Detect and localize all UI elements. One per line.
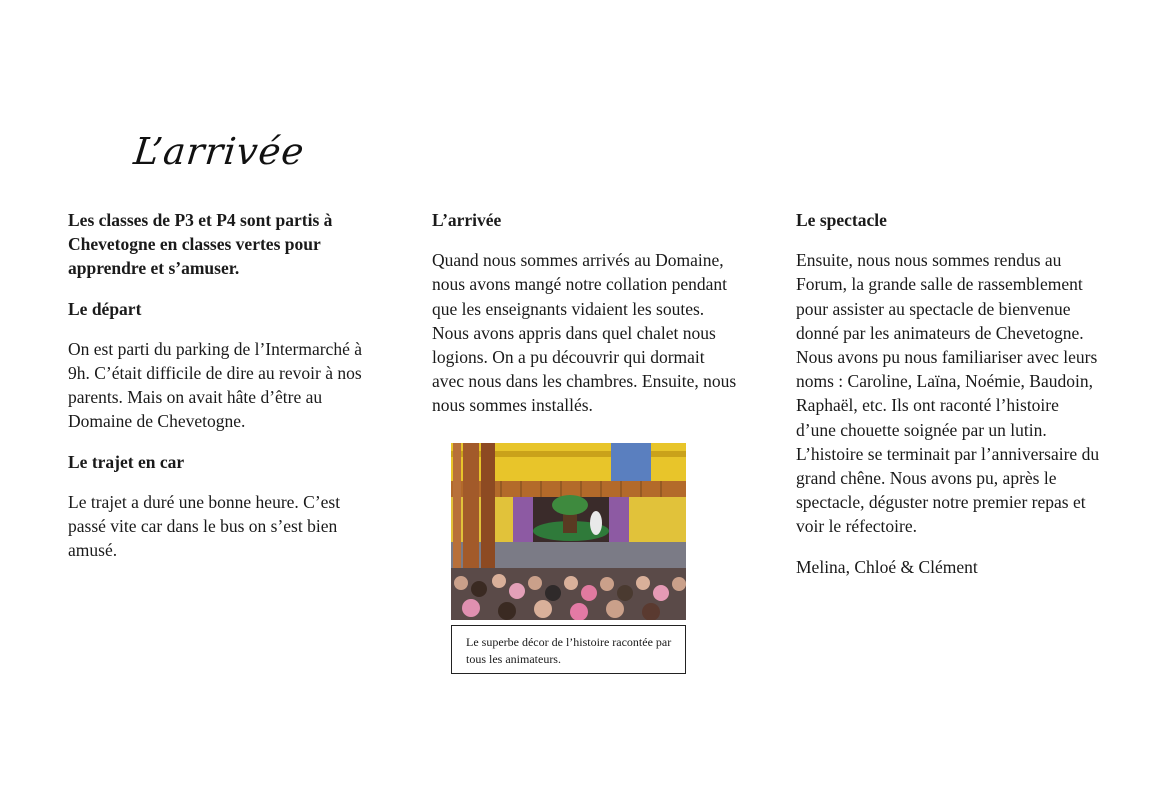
show-photo xyxy=(451,443,686,620)
column-middle xyxy=(432,208,737,434)
heading-trajet: Le trajet en car xyxy=(68,451,185,472)
signature: Melina, Chloé & Clément xyxy=(796,556,978,577)
heading-arrivee: L’arrivée xyxy=(432,210,502,230)
page-title: L’arrivée xyxy=(131,130,307,173)
photo-caption-box xyxy=(451,625,686,674)
photo-caption: Le superbe décor de l’histoire racontée par tous les animateurs. xyxy=(466,635,672,666)
text-trajet: Le trajet a duré une bonne heure. C’est passé vite car dans le bus on s’est bien amusé. xyxy=(68,491,341,561)
text-spectacle: Ensuite, nous nous sommes rendus au Forum, la grande salle de rassemblement pour assister au spectacle de bienvenue donné par les animateurs de Chevetogne. Nous avons pu nous familiariser avec leurs noms : Caroline, Laïna, Noémie, Baudoin, Raphaël, etc. Ils ont raconté l’histoire d’une chouette soignée par un lutin. L’histoire se terminait par l’anniversaire du grand chêne. Nous avons pu, après le spectacle, déguster notre premier repas et voir le réfectoire. xyxy=(796,250,1100,537)
heading-spectacle: Le spectacle xyxy=(796,210,887,230)
column-left xyxy=(68,208,368,578)
intro-text: Les classes de P3 et P4 sont partis à Chevetogne en classes vertes pour apprendre et s’amuser. xyxy=(68,210,333,279)
heading-depart: Le départ xyxy=(68,298,142,319)
column-right xyxy=(796,208,1101,595)
text-arrivee: Quand nous sommes arrivés au Domaine, nous avons mangé notre collation pendant que les enseignants vidaient les soutes. Nous avons appris dans quel chalet nous logions. On a pu découvrir qui dormait avec nous dans les chambres. Ensuite, nous nous sommes installés. xyxy=(432,250,737,416)
text-depart: On est parti du parking de l’Intermarché à 9h. C’était difficile de dire au revoir à nos parents. Mais on avait hâte d’être au Domaine de Chevetogne. xyxy=(68,338,362,432)
